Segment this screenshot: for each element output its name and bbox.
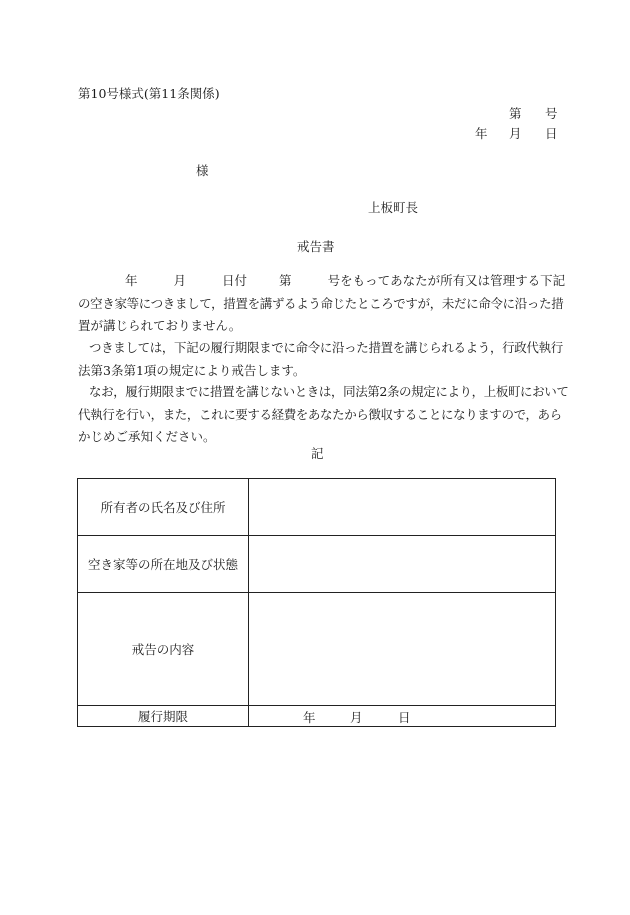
date-day: 日	[545, 126, 558, 141]
paragraph-1	[78, 270, 566, 338]
owner-label: 所有者の氏名及び住所	[78, 479, 249, 536]
p1-month: 月	[173, 273, 187, 288]
table-row-content	[78, 593, 556, 706]
location-label: 空き家等の所在地及び状態	[78, 536, 249, 593]
p1-rest: 号をもってあなたが所有又は管理する下記	[327, 273, 566, 288]
issuer-name: 上板町長	[368, 200, 419, 215]
paragraph-3	[78, 381, 569, 449]
date-year: 年	[475, 126, 488, 141]
table-row-location	[78, 536, 556, 593]
reference-dai: 第	[509, 106, 522, 121]
ki-notation: 記	[311, 446, 324, 461]
deadline-day: 日	[398, 710, 411, 725]
paragraph-1-line-1	[78, 270, 566, 293]
deadline-label: 履行期限	[78, 706, 249, 727]
owner-value-cell	[249, 479, 556, 536]
paragraph-1-line-3: 置が講じられておりません。	[78, 318, 242, 333]
paragraph-2-line-1: つきましては，下記の履行期限までに命令に沿った措置を講じられるよう，行政代執行	[89, 340, 563, 355]
paragraph-2	[78, 337, 563, 382]
form-number: 第10号様式(第11条関係)	[78, 86, 220, 101]
addressee-sama: 様	[196, 163, 209, 178]
paragraph-3-line-2: 代執行を行い，また，これに要する経費をあなたから徴収することになりますので，あら	[78, 406, 562, 422]
paragraph-3-line-3: かじめご承知ください。	[78, 429, 216, 444]
paragraph-2-line-2: 法第3条第1項の規定により戒告します。	[78, 362, 306, 378]
deadline-month: 月	[350, 710, 363, 725]
p1-date-of: 日付	[222, 273, 248, 288]
date-month: 月	[509, 126, 522, 141]
p1-dai: 第	[279, 273, 292, 288]
content-value-cell	[249, 593, 556, 706]
paragraph-3-line-1: なお，履行期限までに措置を講じないときは，同法第2条の規定により，上板町において	[89, 384, 569, 399]
paragraph-1-line-2: の空き家等につきまして，措置を講ずるよう命じたところですが，未だに命令に沿った措	[78, 295, 564, 311]
reference-go: 号	[545, 106, 558, 121]
table-row-owner	[78, 479, 556, 536]
table-row-deadline	[78, 706, 556, 727]
p1-year: 年	[125, 273, 138, 288]
location-value-cell	[249, 536, 556, 593]
notice-table	[77, 478, 556, 727]
content-label: 戒告の内容	[78, 593, 249, 706]
document-title: 戒告書	[297, 239, 335, 254]
deadline-value-cell	[249, 706, 556, 727]
deadline-year: 年	[303, 710, 316, 725]
